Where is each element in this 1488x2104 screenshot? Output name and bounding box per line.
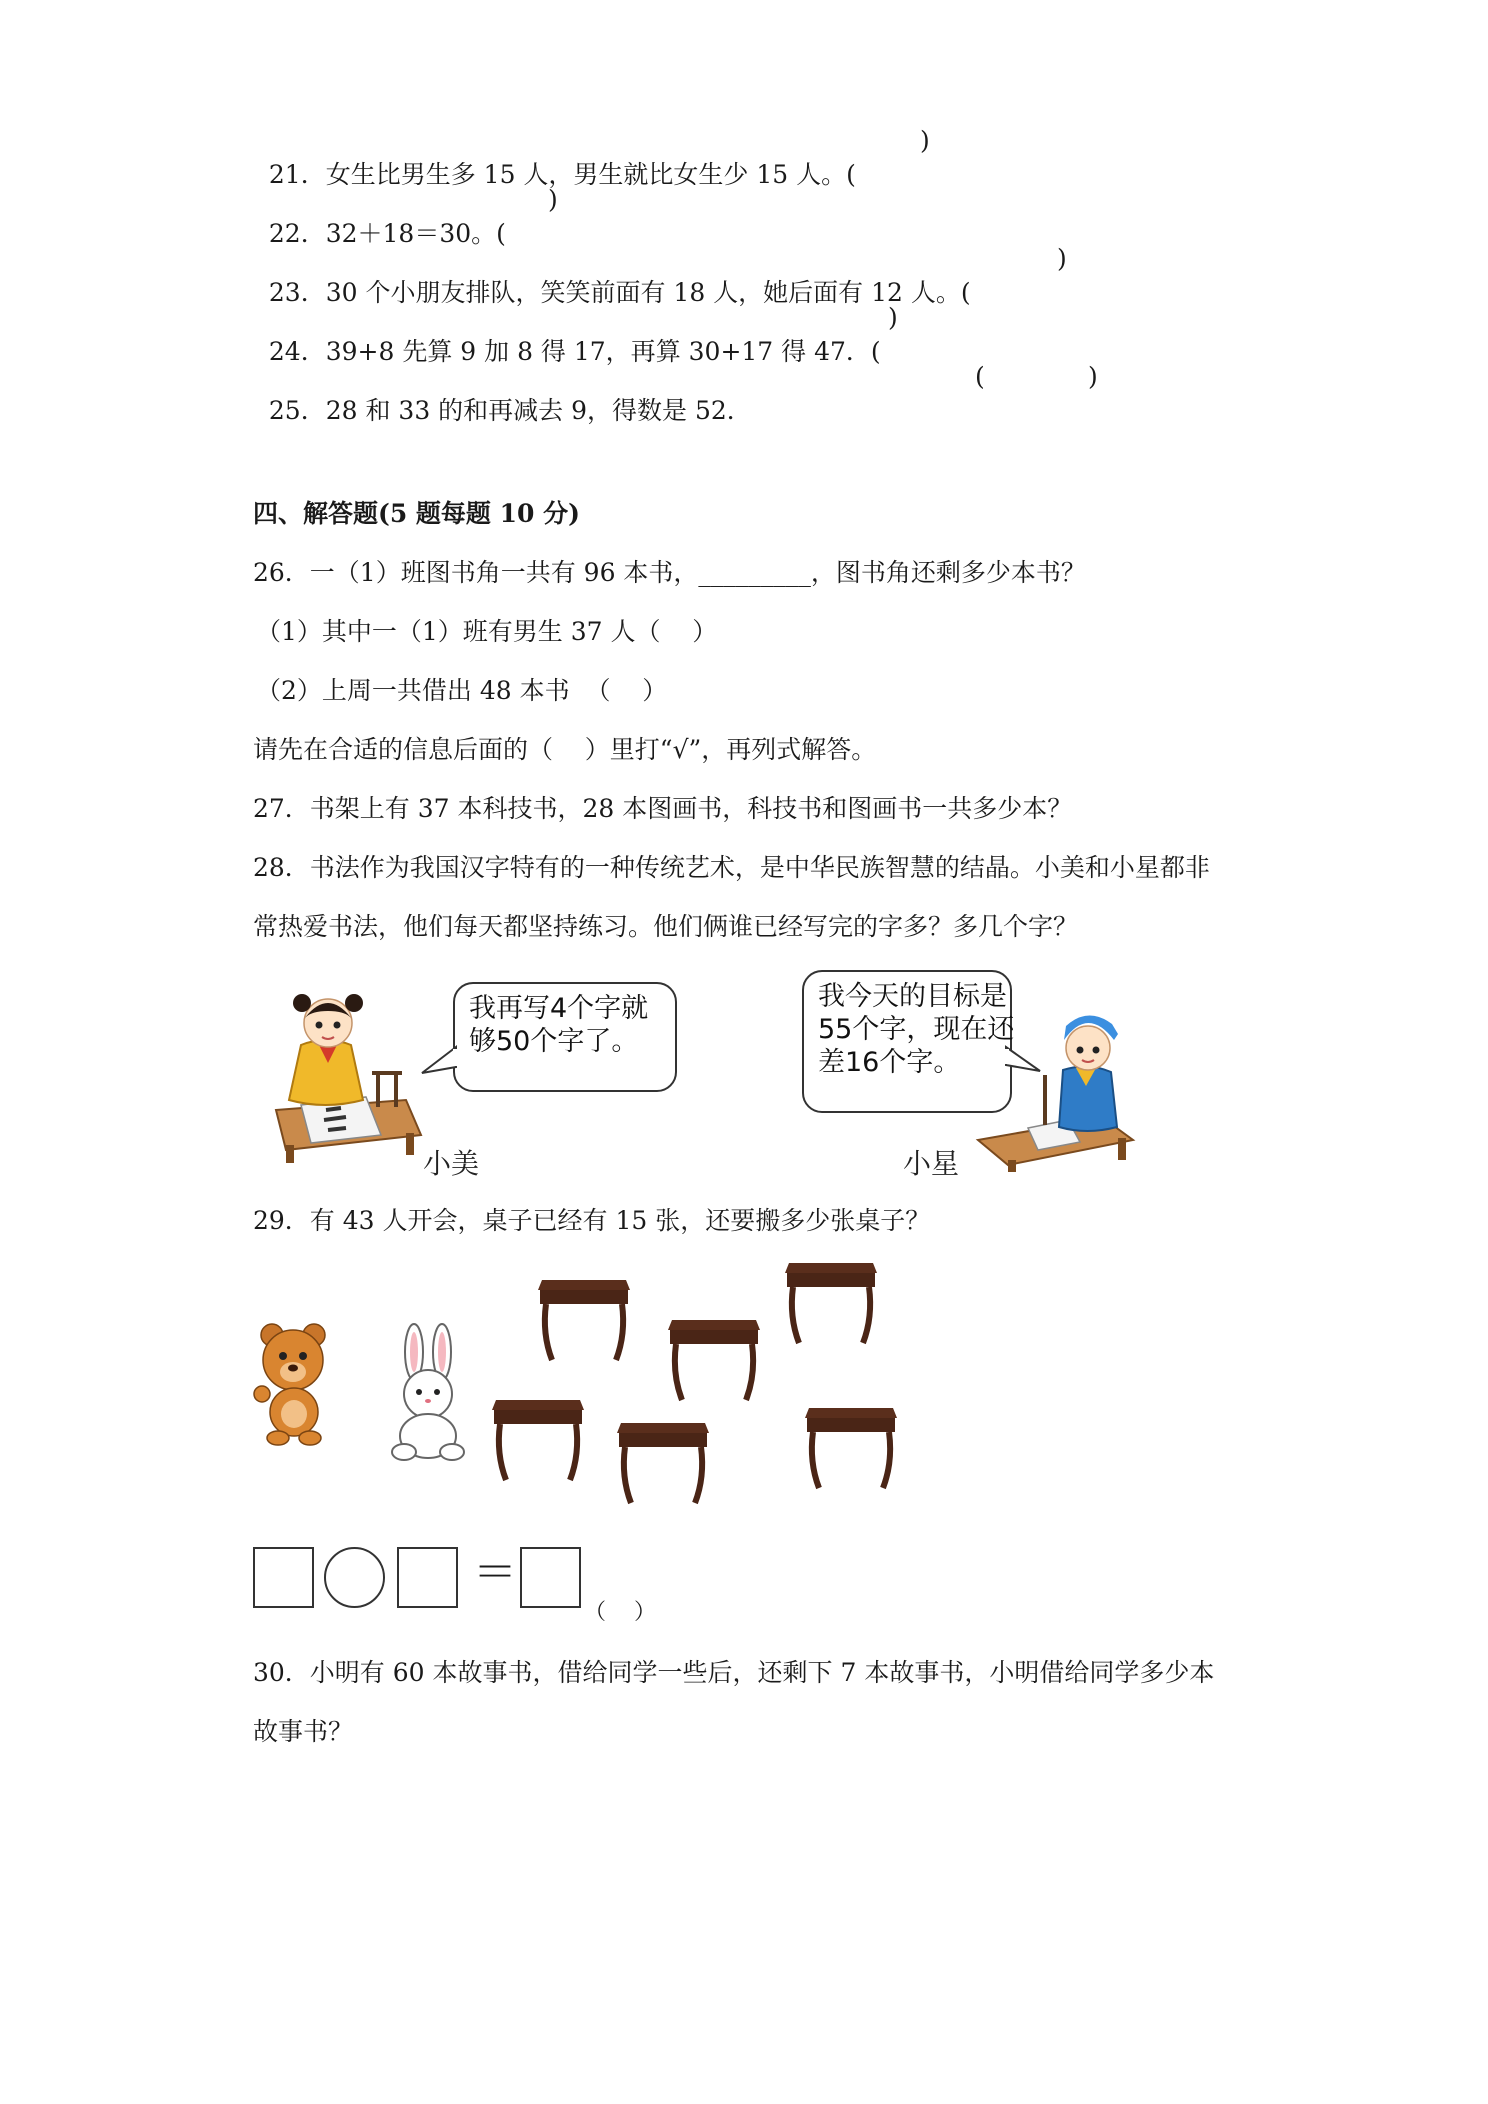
table-icon bbox=[617, 1423, 709, 1505]
question-number: 25． bbox=[268, 396, 326, 425]
question-22 bbox=[253, 183, 506, 251]
table-icon bbox=[668, 1320, 760, 1402]
rabbit-icon bbox=[384, 1322, 472, 1462]
answer-paren-close: ) bbox=[1057, 244, 1067, 273]
question-26-option-2: （2）上周一共借出 48 本书 （ ） bbox=[256, 676, 668, 705]
question-number: 24． bbox=[268, 337, 326, 366]
bear-icon bbox=[252, 1320, 334, 1445]
table-icon bbox=[805, 1408, 897, 1490]
question-text: 28 和 33 的和再减去 9，得数是 52． bbox=[325, 396, 752, 425]
equation-operator-circle[interactable] bbox=[324, 1547, 385, 1608]
boy-writing-illustration bbox=[968, 1000, 1143, 1175]
speech-bubble-left: 我再写4个字就 够50个字了。 bbox=[453, 982, 677, 1092]
name-label-right: 小星 bbox=[903, 1147, 960, 1180]
question-28-line-1: 28．书法作为我国汉字特有的一种传统艺术，是中华民族智慧的结晶。小美和小星都非 bbox=[253, 853, 1210, 882]
answer-paren-close: ) bbox=[548, 185, 558, 214]
question-30-line-1: 30．小明有 60 本故事书，借给同学一些后，还剩下 7 本故事书，小明借给同学多少本 bbox=[253, 1658, 1215, 1687]
table-icon bbox=[785, 1263, 877, 1345]
name-label-left: 小美 bbox=[423, 1147, 480, 1180]
question-24 bbox=[253, 301, 881, 369]
question-29-stem: 29．有 43 人开会，桌子已经有 15 张，还要搬多少张桌子？ bbox=[253, 1206, 931, 1235]
question-25 bbox=[253, 360, 752, 428]
question-28-line-2: 常热爱书法，他们每天都坚持练习。他们俩谁已经写完的字多？多几个字？ bbox=[253, 912, 1079, 941]
question-26-stem: 26．一（1）班图书角一共有 96 本书，_________，图书角还剩多少本书？ bbox=[253, 558, 1086, 587]
question-30-line-2: 故事书？ bbox=[253, 1717, 354, 1746]
answer-paren-close: ) bbox=[920, 126, 930, 155]
question-number: 22． bbox=[268, 219, 326, 248]
unit-answer-paren[interactable]: （ ） bbox=[584, 1600, 656, 1625]
question-27: 27．书架上有 37 本科技书，28 本图画书，科技书和图画书一共多少本？ bbox=[253, 794, 1073, 823]
answer-paren-close: ) bbox=[1088, 362, 1098, 391]
question-26-instruction: 请先在合适的信息后面的（ ）里打“√”，再列式解答。 bbox=[253, 735, 877, 764]
question-text: 39+8 先算 9 加 8 得 17，再算 30+17 得 47．( bbox=[325, 337, 881, 366]
question-23 bbox=[253, 242, 971, 310]
question-text: 女生比男生多 15 人，男生就比女生少 15 人。( bbox=[325, 160, 856, 189]
question-number: 21． bbox=[268, 160, 326, 189]
question-number: 23． bbox=[268, 278, 326, 307]
question-text: 32＋18＝30。( bbox=[325, 219, 506, 248]
answer-paren-open: ( bbox=[975, 362, 985, 391]
table-icon bbox=[492, 1400, 584, 1482]
answer-paren-close: ) bbox=[888, 303, 898, 332]
table-icon bbox=[538, 1280, 630, 1362]
equals-sign: ＝ bbox=[473, 1547, 517, 1598]
question-21 bbox=[253, 124, 856, 192]
speech-bubble-right: 我今天的目标是 55个字，现在还 差16个字。 bbox=[802, 970, 1012, 1113]
equation-box-1[interactable] bbox=[253, 1547, 314, 1608]
question-text: 30 个小朋友排队，笑笑前面有 18 人，她后面有 12 人。( bbox=[325, 278, 971, 307]
section-title: 四、解答题(5 题每题 10 分) bbox=[253, 499, 580, 528]
equation-result-box[interactable] bbox=[520, 1547, 581, 1608]
question-26-option-1: （1）其中一（1）班有男生 37 人（ ） bbox=[256, 617, 718, 646]
bubble-tail-left bbox=[420, 1045, 460, 1085]
equation-box-2[interactable] bbox=[397, 1547, 458, 1608]
girl-writing-illustration bbox=[256, 985, 436, 1165]
